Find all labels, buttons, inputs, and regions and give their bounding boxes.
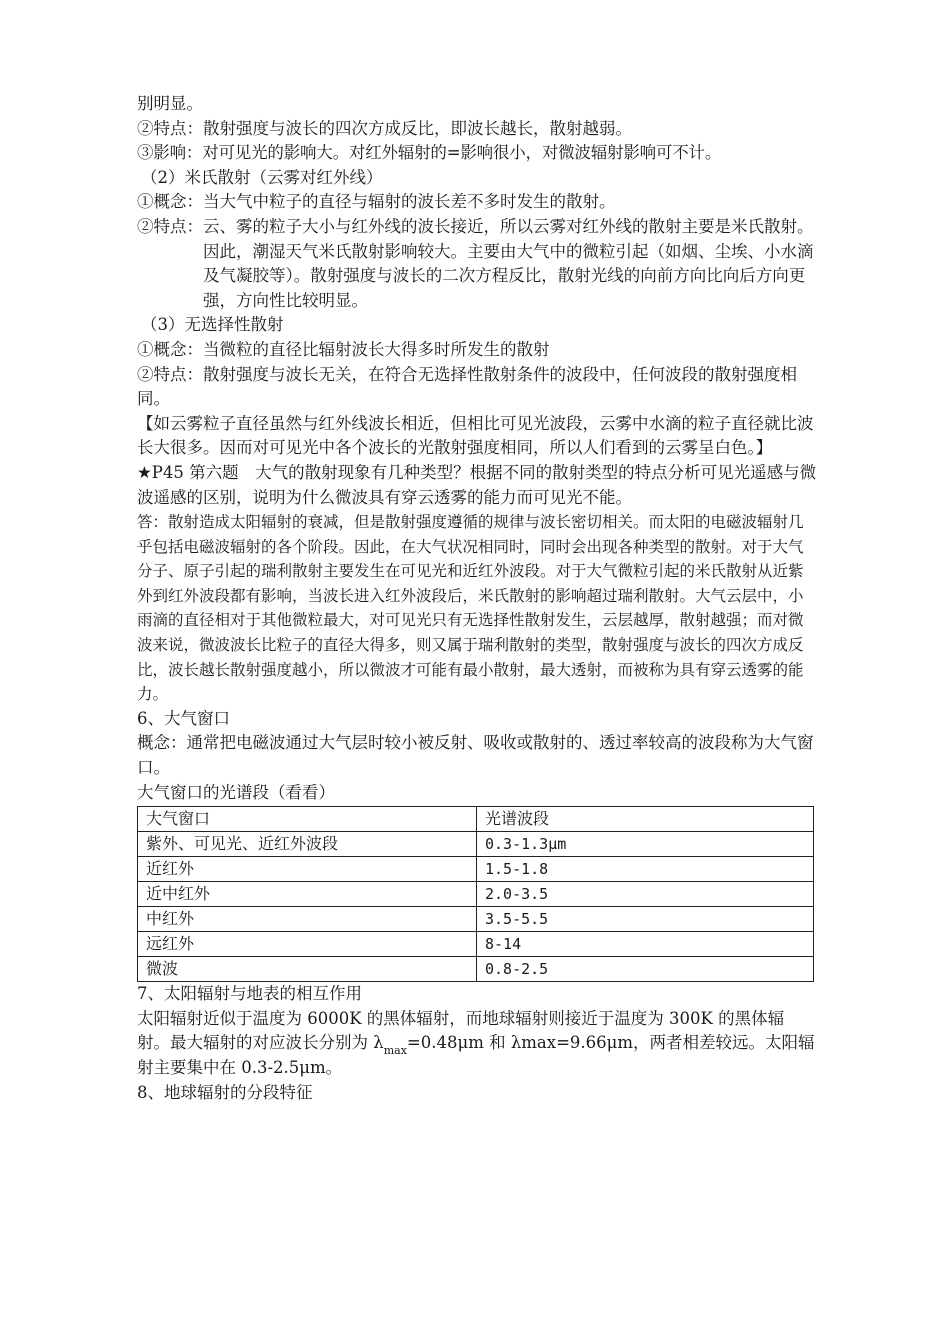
document-page <box>137 92 817 1105</box>
table-header-cell: 大气窗口 <box>138 807 477 832</box>
table-cell: 3.5-5.5 <box>477 907 814 932</box>
heading-atmospheric-window: 6、大气窗口 <box>137 708 230 728</box>
solar-text-part-1: 太阳辐射近似于温度为 6000K 的黑体辐射，而地球辐射则接近于温度为 300K 的黑体辐射。最大辐射的对应波长分别为 λ <box>137 1008 785 1053</box>
table-row <box>138 857 814 882</box>
table-cell: 中红外 <box>138 907 477 932</box>
table-row <box>138 957 814 982</box>
table-caption: 大气窗口的光谱段（看看） <box>137 782 335 802</box>
question-p45: ★P45 第六题 大气的散射现象有几种类型？根据不同的散射类型的特点分析可见光遥感与微波遥感的区别，说明为什么微波具有穿云透雾的能力而可见光不能。 <box>137 462 817 507</box>
table-cell: 1.5-1.8 <box>477 857 814 882</box>
table-cell: 微波 <box>138 957 477 982</box>
table-header-row <box>138 807 814 832</box>
table-row <box>138 907 814 932</box>
table-cell: 远红外 <box>138 932 477 957</box>
table-header-cell: 光谱波段 <box>477 807 814 832</box>
text-line: 别明显。 <box>137 94 203 113</box>
table-cell: 近中红外 <box>138 882 477 907</box>
answer <box>137 510 817 707</box>
table-row <box>138 882 814 907</box>
mie-feature <box>137 215 817 313</box>
window-concept: 概念：通常把电磁波通过大气层时较小被反射、吸收或散射的、透过率较高的波段称为大气窗口。 <box>137 733 814 778</box>
table-row <box>138 832 814 857</box>
atmospheric-window-table <box>137 806 814 982</box>
mie-feature-label: ②特点： <box>137 216 203 236</box>
rayleigh-feature: ②特点：散射强度与波长的四次方成反比，即波长越长，散射越弱。 <box>137 118 632 138</box>
heading-mie-scattering: （2）米氏散射（云雾对红外线） <box>141 167 383 187</box>
rayleigh-impact: ③影响：对可见光的影响大。对红外辐射的=影响很小，对微波辐射影响可不计。 <box>137 143 722 163</box>
table-cell: 8-14 <box>477 932 814 957</box>
table-row <box>138 932 814 957</box>
solar-radiation-paragraph <box>137 1007 817 1081</box>
heading-solar-surface-interaction: 7、太阳辐射与地表的相互作用 <box>137 984 362 1004</box>
answer-body: 散射造成太阳辐射的衰减，但是散射强度遵循的规律与波长密切相关。而太阳的电磁波辐射几乎包括电磁波辐射的各个阶段。因此，在大气状况相同时，同时会出现各种类型的散射。对于大气分子、原子引起的瑞利散射主要发生在可见光和近红外波段。对于大气微粒引起的米氏散射从近紫外到红外波段都有影响，当波长进入红外波段后，米氏散射的影响超过瑞利散射。大气云层中，小雨滴的直径相对于其他微粒最大，对可见光只有无选择性散射发生，云层越厚，散射越强；而对微波来说，微波波长比粒子的直径大得多，则又属于瑞利散射的类型，散射强度与波长的四次方成反比，波长越长散射强度越小，所以微波才可能有最小散射，最大透射，而被称为具有穿云透雾的能力。 <box>137 513 804 704</box>
table-cell: 2.0-3.5 <box>477 882 814 907</box>
answer-label: 答： <box>137 513 169 532</box>
table-cell: 紫外、可见光、近红外波段 <box>138 832 477 857</box>
bracket-note: 【如云雾粒子直径虽然与红外线波长相近，但相比可见光波段，云雾中水滴的粒子直径就比波长大很多。因而对可见光中各个波长的光散射强度相同，所以人们看到的云雾呈白色。】 <box>137 413 814 458</box>
table-cell: 近红外 <box>138 857 477 882</box>
heading-earth-radiation: 8、地球辐射的分段特征 <box>137 1082 313 1102</box>
solar-subscript: max <box>383 1044 407 1058</box>
nonselective-concept: ①概念：当微粒的直径比辐射波长大得多时所发生的散射 <box>137 339 550 359</box>
mie-concept: ①概念：当大气中粒子的直径与辐射的波长差不多时发生的散射。 <box>137 192 616 212</box>
nonselective-feature: ②特点：散射强度与波长无关，在符合无选择性散射条件的波段中，任何波段的散射强度相同。 <box>137 364 797 409</box>
table-cell: 0.8-2.5 <box>477 957 814 982</box>
table-cell: 0.3-1.3μm <box>477 832 814 857</box>
solar-text-part-2: =0.48μm 和 λmax=9.66μm，两者相差较远。太阳辐射主要集中在 0.3-2.5μm。 <box>137 1033 815 1077</box>
mie-feature-body: 云、雾的粒子大小与红外线的波长接近，所以云雾对红外线的散射主要是米氏散射。因此，潮湿天气米氏散射影响较大。主要由大气中的微粒引起（如烟、尘埃、小水滴及气凝胶等）。散射强度与波长的二次方程反比，散射光线的向前方向比向后方向更强，方向性比较明显。 <box>203 216 814 310</box>
heading-nonselective-scattering: （3）无选择性散射 <box>141 315 284 335</box>
